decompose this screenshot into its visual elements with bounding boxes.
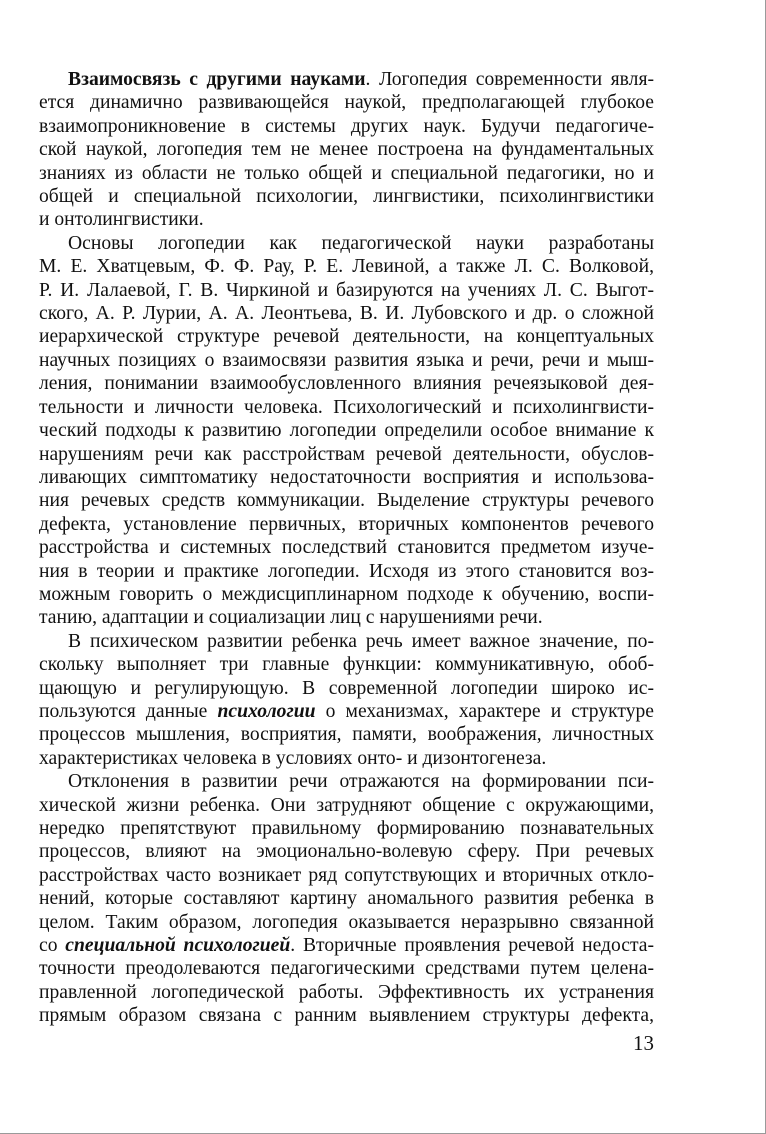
text-line (39, 419, 654, 442)
paragraph (39, 232, 654, 630)
text-line (39, 630, 654, 653)
text-run: целом. Таким образом, логопедия оказывается неразрывно связанной (39, 911, 654, 933)
text-line (39, 770, 654, 793)
text-run: научных позициях о взаимосвязи развития языка и речи, речи и мыш- (39, 349, 654, 371)
text-line (39, 138, 654, 161)
emphasized-term: Взаимосвязь с другими науками (68, 69, 366, 90)
text-line (39, 677, 654, 700)
text-line (39, 700, 654, 723)
text-line (39, 864, 654, 887)
text-run: Основы логопедии как педагогической науки разработаны (68, 232, 654, 254)
text-run: . Логопедия современности явля- (365, 69, 654, 90)
text-run: ливающих симптоматику недостаточности восприятия и использова- (39, 466, 654, 488)
text-line (39, 162, 654, 185)
text-run: щающую и регулирующую. В современной логопедии широко ис- (39, 677, 654, 699)
text-run: хической жизни ребенка. Они затрудняют общение с окружающими, (39, 794, 654, 816)
text-line (39, 372, 654, 395)
text-line (39, 232, 654, 255)
text-run: взаимопроникновение в системы других наук. Будучи педагогиче- (39, 115, 654, 137)
text-line (39, 68, 654, 91)
text-run: ческий подходы к развитию логопедии определили особое внимание к (39, 420, 654, 442)
text-run: М. Е. Хватцевым, Ф. Ф. Рау, Р. Е. Левиной, а также Л. С. Волковой, (39, 256, 654, 278)
text-run: дефекта, установление первичных, вторичных компонентов речевого (39, 513, 654, 535)
text-run: ления, понимании взаимообусловленного влияния речеязыковой дея- (39, 373, 654, 395)
text-line (39, 817, 654, 840)
text-run: характеристиках человека в условиях онто- и дизонтогенеза. (39, 747, 547, 769)
text-line (39, 606, 654, 629)
text-line (39, 583, 654, 606)
text-run: общей и специальной психологии, лингвистики, психолингвистики (39, 186, 654, 208)
text-run: можным говорить о междисциплинарном подходе к обучению, воспи- (39, 583, 654, 605)
text-run: . Вторичные проявления речевой недоста- (290, 935, 655, 957)
text-line (39, 560, 654, 583)
text-line (39, 513, 654, 536)
text-line (39, 957, 654, 980)
paragraph (39, 68, 654, 232)
text-line (39, 840, 654, 863)
text-run: расстройствах часто возникает ряд сопутствующих и вторичных откло- (39, 864, 654, 886)
text-line (39, 911, 654, 934)
text-run: ния речевых средств коммуникации. Выделение структуры речевого (39, 490, 654, 512)
text-run: ского, А. Р. Лурии, А. А. Леонтьева, В. И. Лубовского и др. о сложной (39, 303, 654, 325)
text-line (39, 115, 654, 138)
text-line (39, 279, 654, 302)
page-number: 13 (633, 1031, 654, 1055)
text-line (39, 443, 654, 466)
text-run: и онтолингвистики. (39, 209, 204, 231)
text-line (39, 747, 654, 770)
text-run: процессов мышления, восприятия, памяти, воображения, личностных (39, 724, 654, 746)
text-run: скольку выполняет три главные функции: коммуникативную, обоб- (39, 654, 654, 676)
text-run: расстройства и системных последствий становится предметом изуче- (39, 537, 654, 559)
text-run: нарушениям речи как расстройствам речевой деятельности, обуслов- (39, 443, 654, 465)
text-run: иерархической структуре речевой деятельности, на концептуальных (39, 326, 654, 348)
text-run: со (39, 935, 66, 957)
text-run: Р. И. Лалаевой, Г. В. Чиркиной и базируются на учениях Л. С. Выгот- (39, 279, 654, 301)
text-line (39, 466, 654, 489)
text-run: прямым образом связана с ранним выявлением структуры дефекта, (39, 1005, 654, 1027)
paragraph (39, 630, 654, 770)
text-run: нений, которые составляют картину аномального развития ребенка в (39, 888, 654, 910)
text-line (39, 887, 654, 910)
text-run: о механизмах, характере и структуре (315, 700, 654, 722)
text-run: пользуются данные (39, 700, 218, 722)
text-line (39, 208, 654, 231)
emphasized-term: специальной психологией (65, 935, 291, 957)
text-line (39, 185, 654, 208)
text-line (39, 794, 654, 817)
paragraph (39, 770, 654, 1027)
text-line (39, 536, 654, 559)
text-run: процессов, влияют на эмоционально-волевую сферу. При речевых (39, 841, 654, 863)
text-line (39, 981, 654, 1004)
text-run: ской наукой, логопедия тем не менее построена на фундаментальных (39, 139, 654, 161)
text-line (39, 489, 654, 512)
text-line (39, 325, 654, 348)
text-line (39, 349, 654, 372)
text-line (39, 653, 654, 676)
text-run: ется динамично развивающейся наукой, предполагающей глубокое (39, 92, 654, 114)
text-run: знаниях из области не только общей и специальной педагогики, но и (39, 162, 654, 184)
text-line (39, 396, 654, 419)
text-run: Отклонения в развитии речи отражаются на формировании пси- (68, 771, 654, 793)
text-line (39, 723, 654, 746)
text-line (39, 302, 654, 325)
text-line (39, 1004, 654, 1027)
text-run: точности преодолеваются педагогическими средствами путем целена- (39, 958, 654, 980)
text-line (39, 255, 654, 278)
emphasized-term: психологии (217, 700, 316, 722)
text-run: ния в теории и практике логопедии. Исходя из этого становится воз- (39, 560, 654, 582)
text-run: танию, адаптации и социализации лиц с нарушениями речи. (39, 607, 543, 629)
text-run: правленной логопедической работы. Эффективность их устранения (39, 981, 654, 1003)
text-line (39, 934, 654, 957)
text-run: тельности и личности человека. Психологический и психолингвисти- (39, 396, 654, 418)
text-run: В психическом развитии ребенка речь имеет важное значение, по- (68, 630, 654, 652)
text-run: нередко препятствуют правильному формированию познавательных (39, 818, 654, 839)
body-text (39, 68, 654, 1028)
text-line (39, 91, 654, 114)
